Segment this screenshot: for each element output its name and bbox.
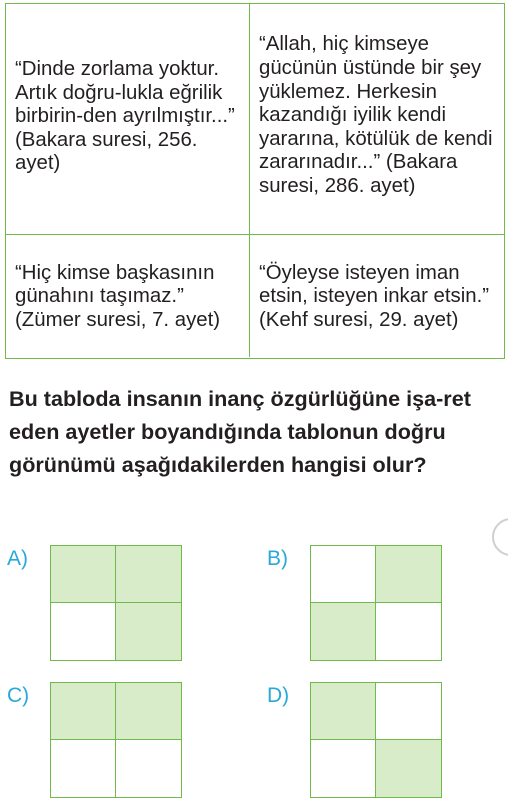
grid-cell-top-right: [116, 683, 181, 740]
grid-cell-top-right: [116, 546, 181, 603]
question-text: Bu tabloda insanın inanç özgürlüğüne işa-ret eden ayetler boyandığında tablonun doğru görünümü aşağıdakilerden hangisi olur?: [9, 386, 471, 477]
grid-cell-bottom-left: [51, 740, 116, 797]
grid-cell-top-left: [51, 683, 116, 740]
grid-cell-top-right: [376, 683, 441, 740]
option-b-label[interactable]: B): [267, 547, 288, 570]
option-c-grid[interactable]: [50, 682, 182, 798]
verse-cell-bakara-256: [6, 4, 250, 235]
grid-cell-top-left: [311, 546, 376, 603]
grid-cell-top-right: [376, 546, 441, 603]
verse-text: “Hiç kimse başkasının günahını taşımaz.” (Zümer suresi, 7. ayet): [15, 261, 221, 331]
option-d-grid[interactable]: [310, 682, 442, 798]
grid-cell-bottom-left: [311, 603, 376, 660]
verse-table: [5, 3, 505, 359]
verse-text: “Allah, hiç kimseye gücünün üstünde bir şey yüklemez. Herkesin kazandığı iyilik kendi yararına, kötülük de kendi zararınadır...” (Bakara suresi, 286. ayet): [259, 33, 493, 197]
option-d-label[interactable]: D): [267, 684, 290, 707]
verse-text: “Dinde zorlama yoktur. Artık doğru-lukla eğrilik birbirin-den ayrılmıştır...” (Bakara suresi, 256. ayet): [15, 58, 235, 175]
grid-cell-bottom-right: [116, 740, 181, 797]
grid-cell-bottom-right: [116, 603, 181, 660]
grid-cell-top-left: [51, 546, 116, 603]
grid-cell-bottom-right: [376, 603, 441, 660]
verse-cell-zumer-7: [6, 235, 250, 357]
option-a-label[interactable]: A): [7, 547, 28, 570]
option-c-label[interactable]: C): [7, 684, 30, 707]
grid-cell-top-left: [311, 683, 376, 740]
grid-cell-bottom-left: [311, 740, 376, 797]
verse-cell-bakara-286: [250, 4, 504, 235]
option-b-grid[interactable]: [310, 545, 442, 661]
grid-cell-bottom-right: [376, 740, 441, 797]
grid-cell-bottom-left: [51, 603, 116, 660]
verse-text: “Öyleyse isteyen iman etsin, isteyen inkar etsin.” (Kehf suresi, 29. ayet): [259, 261, 490, 331]
page-edge-tab: [492, 518, 508, 556]
option-a-grid[interactable]: [50, 545, 182, 661]
verse-cell-kehf-29: [250, 235, 504, 357]
